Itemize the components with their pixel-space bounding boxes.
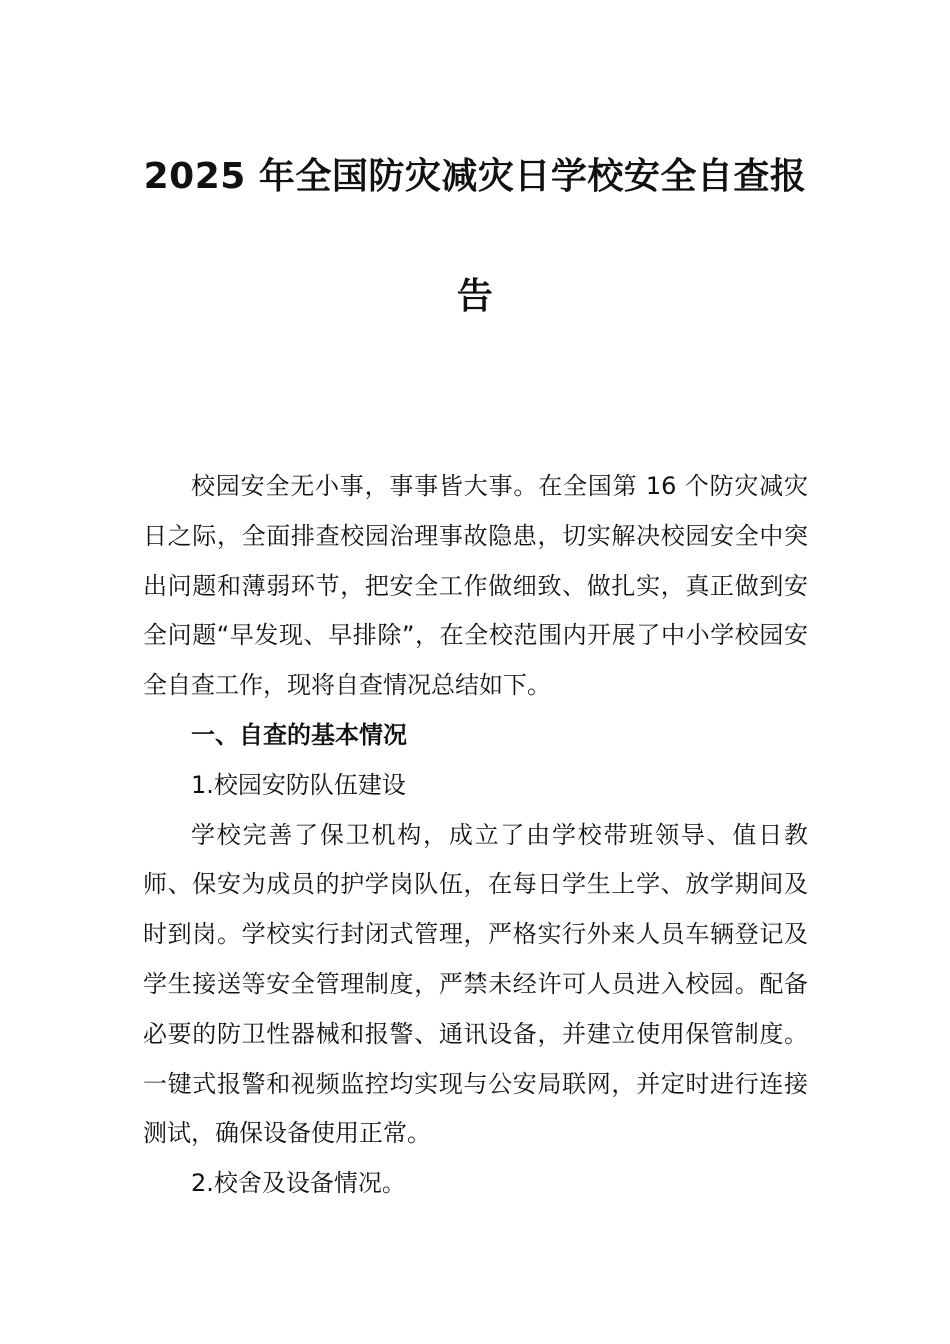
section-heading: 一、自查的基本情况 <box>191 720 407 749</box>
subsection-heading: 1.校园安防队伍建设 <box>191 770 406 799</box>
document-title-line-2: 告 <box>456 276 494 317</box>
intro-paragraph: 校园安全无小事，事事皆大事。在全国第 16 个防灾减灾日之际，全面排查校园治理事故隐患，切实解决校园安全中突出问题和薄弱环节，把安全工作做细致、做扎实，真正做到安全问题“早发现、早排除”，在全校范围内开展了中小学校园安全自查工作，现将自查情况总结如下。 <box>143 472 808 700</box>
subsection-heading: 2.校舍及设备情况。 <box>191 1169 406 1198</box>
document-title-line-1: 2025 年全国防灾减灾日学校安全自查报 <box>143 156 807 197</box>
document-body <box>143 462 808 1209</box>
body-paragraph: 学校完善了保卫机构，成立了由学校带班领导、值日教师、保安为成员的护学岗队伍，在每日学生上学、放学期间及时到岗。学校实行封闭式管理，严格实行外来人员车辆登记及学生接送等安全管理制度，严禁未经许可人员进入校园。配备必要的防卫性器械和报警、通讯设备，并建立使用保管制度。一键式报警和视频监控均实现与公安局联网，并定时进行连接测试，确保设备使用正常。 <box>143 820 808 1148</box>
